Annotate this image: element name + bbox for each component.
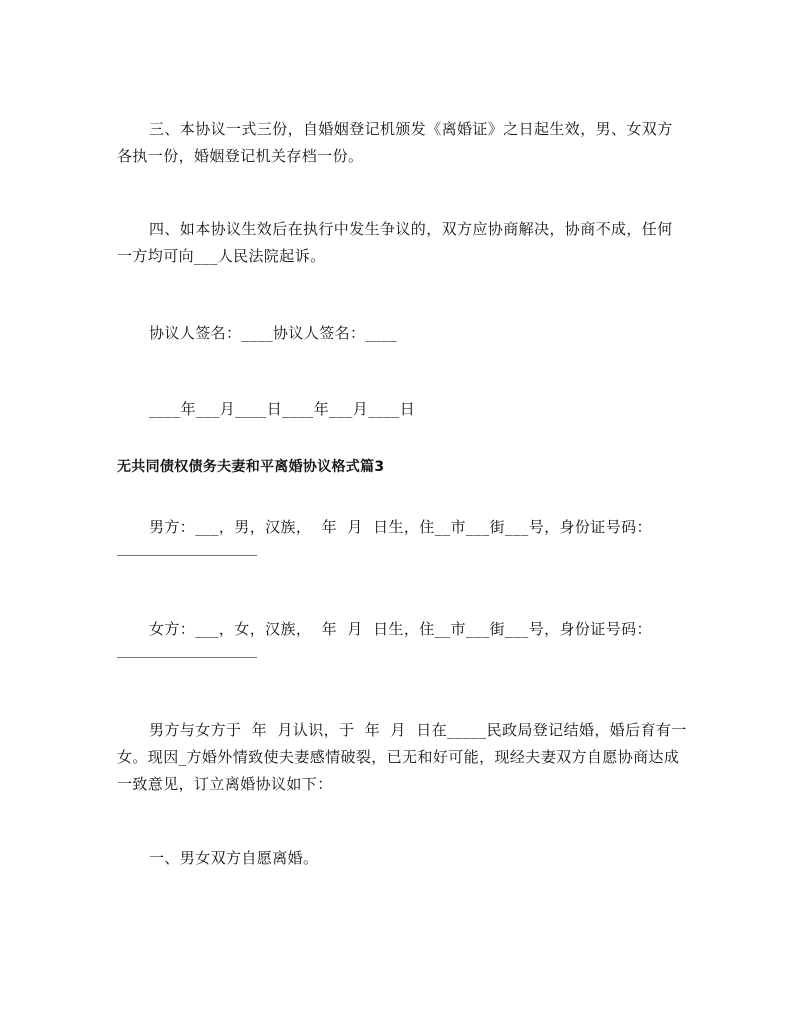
male-id-blank [117,555,257,556]
clause-item-one: 一、男女双方自愿离婚。 [149,849,319,867]
clause-dispute-paragraph: 四、如本协议生效后在执行中发生争议的，双方应协商解决，协商不成，任何一方均可向___人民法院起诉。 [117,220,673,265]
section-heading: 无共同债权债务夫妻和平离婚协议格式篇3 [117,459,385,475]
female-party-paragraph: 女方：___，女，汉族， 年 月 日生，住__市___街___号，身份证号码： [149,620,652,638]
clause-effect-paragraph: 三、本协议一式三份，自婚姻登记机颁发《离婚证》之日起生效，男、女双方各执一份，婚姻登记机关存档一份。 [117,120,673,165]
signature-line: 协议人签名：____协议人签名：____ [149,324,398,342]
marriage-background-paragraph: 男方与女方于 年 月认识，于 年 月 日在_____民政局登记结婚，婚后育有一女。现因_方婚外情致使夫妻感情破裂，已无和好可能，现经夫妻双方自愿协商达成一致意见，订立离婚协议如下： [117,721,687,793]
date-line: ____年___月____日____年___月____日 [149,400,416,418]
female-id-blank [117,657,257,658]
male-party-paragraph: 男方：___，男，汉族， 年 月 日生，住__市___街___号，身份证号码： [149,518,652,536]
